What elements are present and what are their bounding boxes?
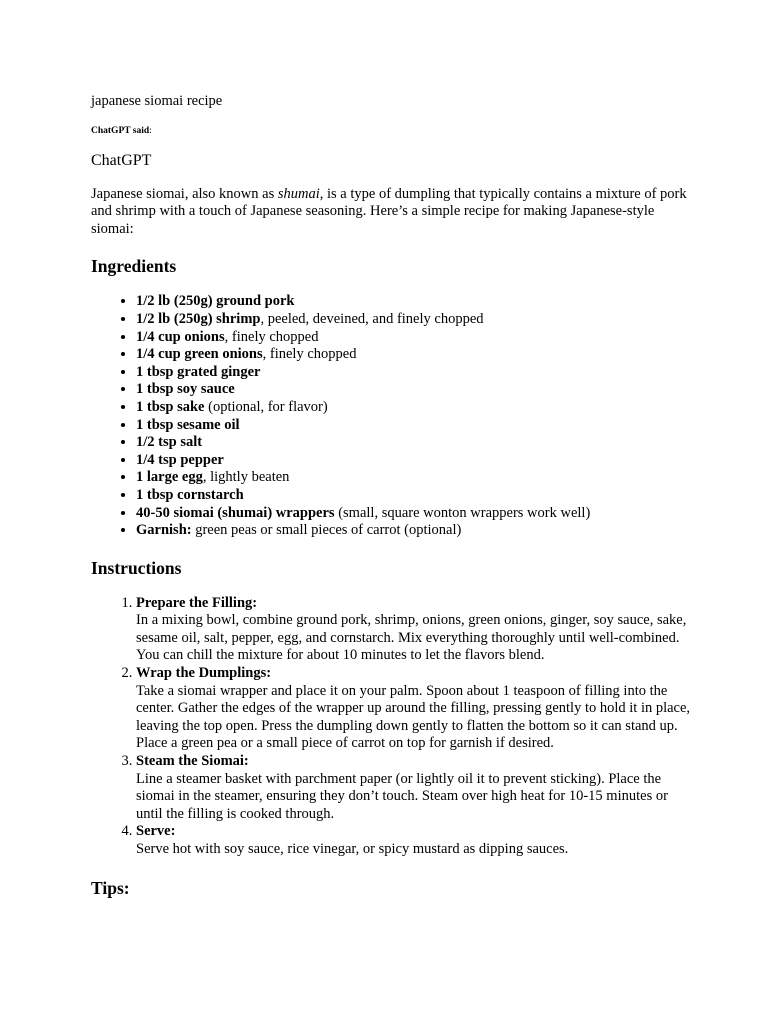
ingredient-rest: (small, square wonton wrappers work well) <box>334 504 591 521</box>
intro-after: , is a type of dumpling that typically contains a mixture of pork and shrimp with a touch of Japanese seasoning. Here’s a simple recipe for making Japanese-style siomai: <box>91 185 687 237</box>
assistant-said-label <box>91 125 691 137</box>
intro-paragraph <box>91 186 691 239</box>
ingredient-bold: 1/2 lb (250g) shrimp <box>136 310 261 327</box>
ingredient-bold: 1/4 cup onions <box>136 328 225 345</box>
ingredient-bold: 1/2 tsp salt <box>136 434 203 451</box>
ingredient-item <box>136 452 691 470</box>
ingredient-item <box>136 399 691 417</box>
step-title: 2. Wrap the Dumplings: <box>136 665 272 682</box>
step-text: Take a siomai wrapper and place it on your palm. Spoon about 1 teaspoon of filling into the center. Gather the edges of the wrapper up around the filling, pressing gently to hold it in place, leaving the top open. Press the dumpling down gently to flatten the bottom so it can stand up. Place a green pea or a small piece of carrot on top for garnish if desired. <box>136 682 691 752</box>
ingredient-item <box>136 417 691 435</box>
step-title: 3. Steam the Siomai: <box>136 753 249 770</box>
step-text: In a mixing bowl, combine ground pork, shrimp, onions, green onions, ginger, soy sauce, sake, sesame oil, salt, pepper, egg, and cornstarch. Mix everything thoroughly until well-combined. You can chill the mixture for about 10 minutes to let the flavors blend. <box>136 612 687 664</box>
ingredient-item <box>136 329 691 347</box>
ingredient-rest: green peas or small pieces of carrot (optional) <box>191 522 462 539</box>
ingredient-item <box>136 311 691 329</box>
ingredient-rest: , finely chopped <box>224 328 319 345</box>
ingredients-list <box>91 293 691 539</box>
instruction-step <box>136 823 691 858</box>
assistant-name: ChatGPT <box>91 151 152 169</box>
ingredient-bold: 40-50 siomai (shumai) wrappers <box>136 504 335 521</box>
ingredient-item <box>136 381 691 399</box>
ingredient-rest: , finely chopped <box>262 346 357 363</box>
ingredient-bold: 1 large egg <box>136 469 203 486</box>
instruction-step <box>136 595 691 665</box>
ingredient-item <box>136 522 691 540</box>
instructions-list <box>91 595 691 859</box>
ingredient-bold: 1/4 cup green onions <box>136 346 263 363</box>
ingredient-bold: 1/2 lb (250g) ground pork <box>136 293 295 310</box>
step-text: Serve hot with soy sauce, rice vinegar, or spicy mustard as dipping sauces. <box>136 841 569 857</box>
intro-before: Japanese siomai, also known as <box>91 185 278 202</box>
ingredient-bold: 1 tbsp grated ginger <box>136 363 261 380</box>
step-title: 1. Prepare the Filling: <box>136 594 258 611</box>
tips-heading: Tips: <box>91 877 130 898</box>
instructions-heading: Instructions <box>91 557 182 578</box>
ingredient-bold: 1 tbsp soy sauce <box>136 381 235 398</box>
ingredient-bold: Garnish: <box>136 522 192 539</box>
ingredient-item <box>136 346 691 364</box>
ingredient-bold: 1/4 tsp pepper <box>136 451 224 468</box>
ingredient-bold: 1 tbsp sake <box>136 398 205 415</box>
step-text: Line a steamer basket with parchment paper (or lightly oil it to prevent sticking). Place the siomai in the steamer, ensuring they don’t touch. Steam over high heat for 10-15 minutes or until the filling is cooked through. <box>136 770 668 822</box>
instruction-step <box>136 753 691 823</box>
ingredients-heading: Ingredients <box>91 256 177 277</box>
assistant-said-label-colon: : <box>149 125 152 136</box>
user-prompt: japanese siomai recipe <box>91 93 223 109</box>
ingredient-item <box>136 364 691 382</box>
intro-italic: shumai <box>277 185 320 202</box>
step-title: 4. Serve: <box>136 823 176 840</box>
ingredient-item <box>136 293 691 311</box>
ingredient-item <box>136 505 691 523</box>
ingredient-item <box>136 487 691 505</box>
document-page <box>91 93 691 915</box>
ingredient-rest: , lightly beaten <box>202 469 290 486</box>
instruction-step <box>136 665 691 753</box>
ingredient-item <box>136 469 691 487</box>
ingredient-rest: , peeled, deveined, and finely chopped <box>260 310 484 327</box>
ingredient-bold: 1 tbsp cornstarch <box>136 486 244 503</box>
ingredient-item <box>136 434 691 452</box>
ingredient-bold: 1 tbsp sesame oil <box>136 416 240 433</box>
ingredient-rest: (optional, for flavor) <box>204 398 328 415</box>
assistant-said-label-bold: ChatGPT said <box>91 125 150 136</box>
